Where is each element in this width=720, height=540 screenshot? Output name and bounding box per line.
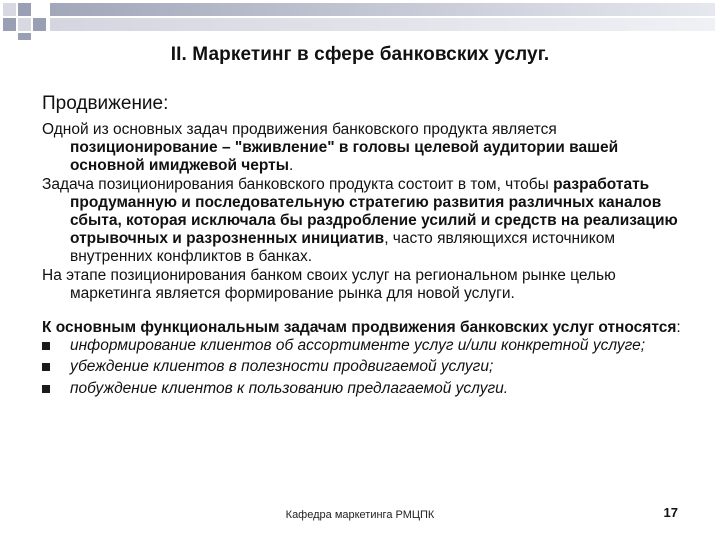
emphasis-text: разработать продуманную и последовательную стратегию развития различных каналов сбыта, которая исключала бы раздробление усилий и средств на реализацию отрывочных и разрозненных инициатив — [70, 175, 678, 248]
deco-bar — [50, 3, 715, 16]
list-item: убеждение клиентов в полезности продвигаемой услуги; — [42, 358, 682, 376]
section-heading: Продвижение: — [42, 93, 169, 114]
page-number: 17 — [663, 505, 678, 520]
paragraph-regional-market: На этапе позиционирования банком своих услуг на региональном рынке целью маркетинга является формирование рынка для новой услуги. — [42, 266, 616, 302]
emphasis-text: позиционирование – "вживление" в головы целевой аудитории вашей основной имиджевой черты — [70, 139, 619, 175]
paragraph-strategy: Задача позиционирования банковского продукта состоит в том, чтобы разработать продуманную и последовательную стратегию развития различных каналов сбыта, которая исключала бы раздробление усилий и средств на реализацию отрывочных и разрозненных инициатив, часто являющихся источником внутренних конфликтов в банках. — [42, 175, 678, 266]
deco-square — [18, 18, 31, 31]
paragraph-positioning: Одной из основных задач продвижения банковского продукта является позиционирование – "вживление" в головы целевой аудитории вашей основной имиджевой черты. — [42, 121, 619, 175]
slide-content — [42, 93, 682, 401]
deco-square — [33, 18, 46, 31]
deco-bar — [50, 18, 715, 31]
emphasis-text: К основным функциональным задачам продвижения банковских услуг относятся — [42, 319, 677, 337]
slide-title: II. Маркетинг в сфере банковских услуг. — [170, 44, 550, 65]
square-bullet-icon — [42, 385, 50, 393]
task-list — [42, 337, 682, 398]
deco-square — [18, 3, 31, 16]
list-item: информирование клиентов об ассортименте услуг и/или конкретной услуге; — [42, 337, 682, 355]
slide-footer: Кафедра маркетинга РМЦПК — [285, 509, 435, 521]
list-item: побуждение клиентов к пользованию предлагаемой услуги. — [42, 380, 682, 398]
deco-square — [18, 33, 31, 40]
deco-square — [3, 18, 16, 31]
square-bullet-icon — [42, 342, 50, 350]
deco-square — [3, 3, 16, 16]
square-bullet-icon — [42, 363, 50, 371]
header-decoration — [0, 0, 720, 40]
paragraph-functional-tasks: К основным функциональным задачам продвижения банковских услуг относятся: — [42, 319, 681, 337]
